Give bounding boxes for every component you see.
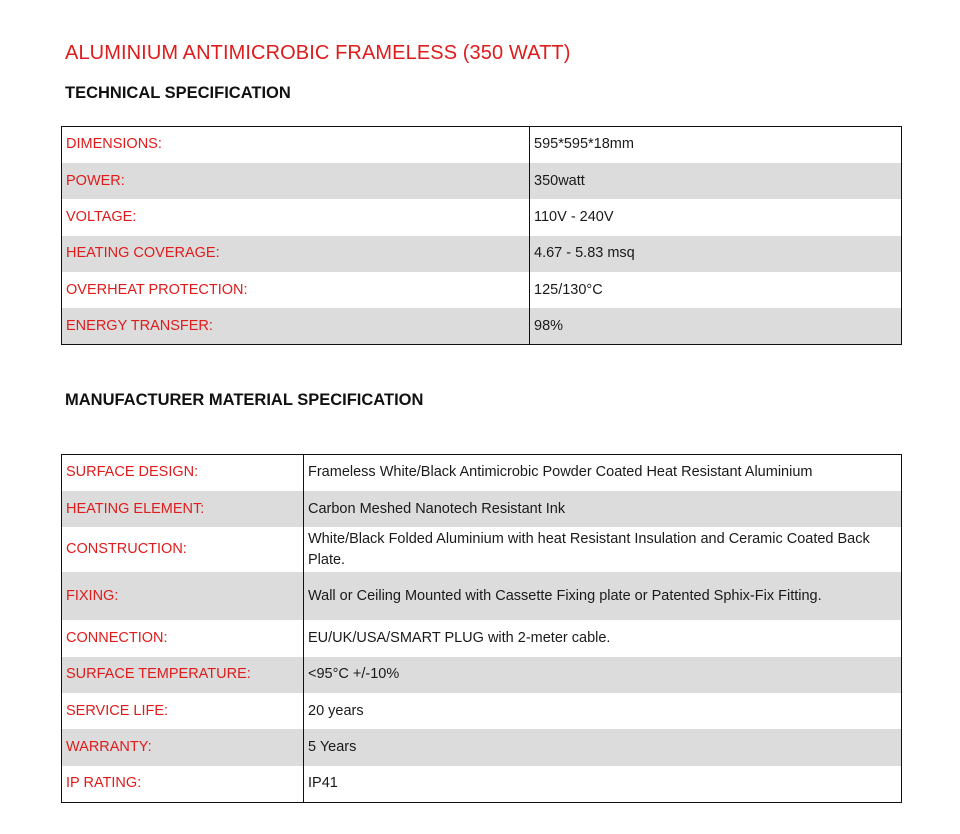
spec-value: 110V - 240V [534,208,614,225]
spec-key: HEATING ELEMENT: [62,491,304,527]
table-row [62,491,902,527]
spec-key: SURFACE TEMPERATURE: [62,657,304,693]
document-title: ALUMINIUM ANTIMICROBIC FRAMELESS (350 WATT) [65,42,571,64]
material-specification-table [61,454,902,803]
spec-value: 5 Years [304,729,902,765]
spec-key: FIXING: [62,572,304,620]
spec-value: <95°C +/-10% [304,657,902,693]
spec-value: 98% [530,308,902,344]
spec-key: ENERGY TRANSFER: [62,308,530,344]
spec-value: 125/130°C [534,281,603,298]
spec-value: 350watt [530,163,902,199]
spec-key: SURFACE DESIGN: [62,455,304,491]
table-row [62,572,902,620]
spec-key: DIMENSIONS: [62,127,530,163]
table-row [62,272,902,308]
table-row [62,766,902,802]
spec-value: IP41 [308,775,338,792]
spec-key: VOLTAGE: [62,199,530,235]
spec-value: 20 years [308,702,364,719]
spec-key: CONSTRUCTION: [62,527,304,572]
table-row [62,163,902,199]
table-row [62,620,902,656]
spec-key: OVERHEAT PROTECTION: [62,272,530,308]
spec-key: POWER: [62,163,530,199]
table-row [62,199,902,235]
technical-specification-table [61,126,902,345]
spec-value: 4.67 - 5.83 msq [530,236,902,272]
spec-key: SERVICE LIFE: [62,693,304,729]
table-row [62,127,902,163]
technical-specification-heading: TECHNICAL SPECIFICATION [65,84,291,102]
spec-value: Carbon Meshed Nanotech Resistant Ink [304,491,902,527]
spec-value: 595*595*18mm [534,136,634,153]
spec-key: WARRANTY: [62,729,304,765]
spec-key: IP RATING: [62,766,304,802]
spec-key: HEATING COVERAGE: [62,236,530,272]
table-row [62,455,902,491]
spec-value: White/Black Folded Aluminium with heat Resistant Insulation and Ceramic Coated Back Plate. [308,530,870,568]
table-row [62,693,902,729]
table-row [62,729,902,765]
spec-value: Wall or Ceiling Mounted with Cassette Fixing plate or Patented Sphix-Fix Fitting. [304,572,902,620]
spec-value: EU/UK/USA/SMART PLUG with 2-meter cable. [308,629,611,646]
table-row [62,657,902,693]
table-row [62,236,902,272]
material-specification-heading: MANUFACTURER MATERIAL SPECIFICATION [65,391,424,409]
table-row [62,308,902,344]
table-row [62,527,902,572]
spec-value: Frameless White/Black Antimicrobic Powder Coated Heat Resistant Aluminium [308,464,813,481]
spec-key: CONNECTION: [62,620,304,656]
